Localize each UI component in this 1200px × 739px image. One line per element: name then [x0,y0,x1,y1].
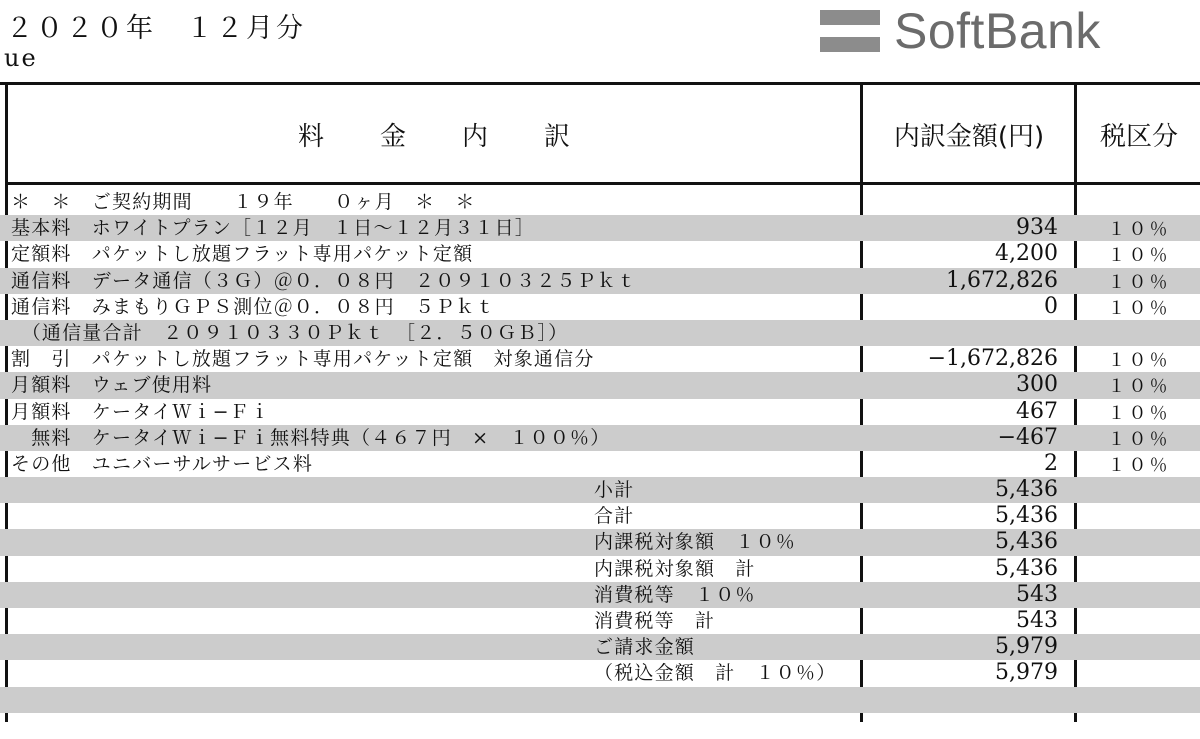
row-amount: 0 [1044,293,1058,319]
summary-label: （税込金額 計 １０％） [594,662,837,685]
table-row [0,189,1200,215]
row-description: （通信量合計 ２０９１０３３０Ｐｋｔ ［２．５０ＧＢ］） [11,321,569,344]
row-amount: −1,672,826 [927,346,1058,372]
row-amount: 4,200 [995,241,1058,267]
row-amount: 467 [1016,398,1058,424]
summary-row [0,556,1200,582]
row-description: その他 ユニバーサルサービス料 [11,452,314,475]
row-amount: 543 [1016,608,1058,633]
table-row [0,399,1200,425]
row-description: 月額料 ケータイＷｉ−Ｆｉ [11,400,271,423]
row-description: 割 引 パケットし放題フラット専用パケット定額 対象通信分 [11,348,595,371]
summary-label: 内課税対象額 １０％ [594,531,797,554]
row-tax-class: １０％ [1107,245,1171,267]
summary-label: 内課税対象額 計 [594,557,756,580]
row-amount: 934 [1016,215,1058,241]
header-description: 料金内訳 [297,121,626,152]
row-amount: 300 [1016,372,1058,398]
row-amount: 5,979 [995,660,1058,686]
softbank-logo [820,3,1101,59]
row-amount: 543 [1016,581,1058,607]
header-amount: 内訳金額(円) [893,121,1045,152]
table-row [0,215,1200,241]
row-tax-class: １０％ [1107,376,1171,398]
table-row [0,425,1200,451]
softbank-bars-icon [820,10,880,52]
row-tax-class: １０％ [1107,297,1171,319]
row-tax-class: １０％ [1107,350,1171,372]
row-tax-class: １０％ [1107,454,1171,476]
row-amount: 1,672,826 [946,267,1058,293]
table-row [0,268,1200,294]
row-description: 通信料 みまもりＧＰＳ測位＠０．０８円 ５Ｐｋｔ [11,295,496,318]
row-tax-class: １０％ [1107,428,1171,450]
summary-row [0,687,1200,713]
summary-row [0,608,1200,634]
summary-label: 合計 [594,505,635,528]
table-row [0,320,1200,346]
billing-period: ２０２０年 １２月分 [6,13,306,44]
row-description: 月額料 ウェブ使用料 [11,374,213,397]
row-amount: 5,436 [995,555,1058,581]
summary-label: ご請求金額 [594,636,696,659]
row-tax-class: １０％ [1107,402,1171,424]
row-amount: 5,979 [995,634,1058,660]
row-tax-class: １０％ [1107,219,1171,241]
table-row [0,346,1200,372]
table-row [0,241,1200,267]
row-amount: 5,436 [995,503,1058,529]
table-row [0,372,1200,398]
summary-row [0,503,1200,529]
row-description: 定額料 パケットし放題フラット専用パケット定額 [11,243,474,266]
summary-row [0,660,1200,686]
header-tax: 税区分 [1099,121,1178,152]
account-name: ue [4,44,38,72]
row-amount: 5,436 [995,477,1058,503]
row-amount: 5,436 [995,529,1058,555]
row-amount: 2 [1044,450,1058,476]
summary-label: 消費税等 １０％ [594,583,756,606]
bill-rows [0,189,1200,739]
summary-row [0,477,1200,503]
table-row [0,451,1200,477]
row-tax-class: １０％ [1107,271,1171,293]
summary-row [0,634,1200,660]
summary-row [0,713,1200,739]
summary-row [0,529,1200,555]
summary-row [0,582,1200,608]
row-description: 通信料 データ通信（３Ｇ）＠０．０８円 ２０９１０３２５Ｐｋｔ [11,269,638,292]
row-description: 無料 ケータイＷｉ−Ｆｉ無料特典（４６７円 × １００％） [11,426,611,449]
summary-label: 小計 [594,479,635,502]
table-row [0,294,1200,320]
logo-text: SoftBank [894,3,1101,59]
summary-label: 消費税等 計 [594,610,716,632]
row-description: ＊ ＊ ご契約期間 １９年 ０ヶ月 ＊ ＊ [11,191,476,213]
row-description: 基本料 ホワイトプラン［１２月 １日〜１２月３１日］ [11,217,536,240]
row-amount: −467 [997,424,1058,450]
